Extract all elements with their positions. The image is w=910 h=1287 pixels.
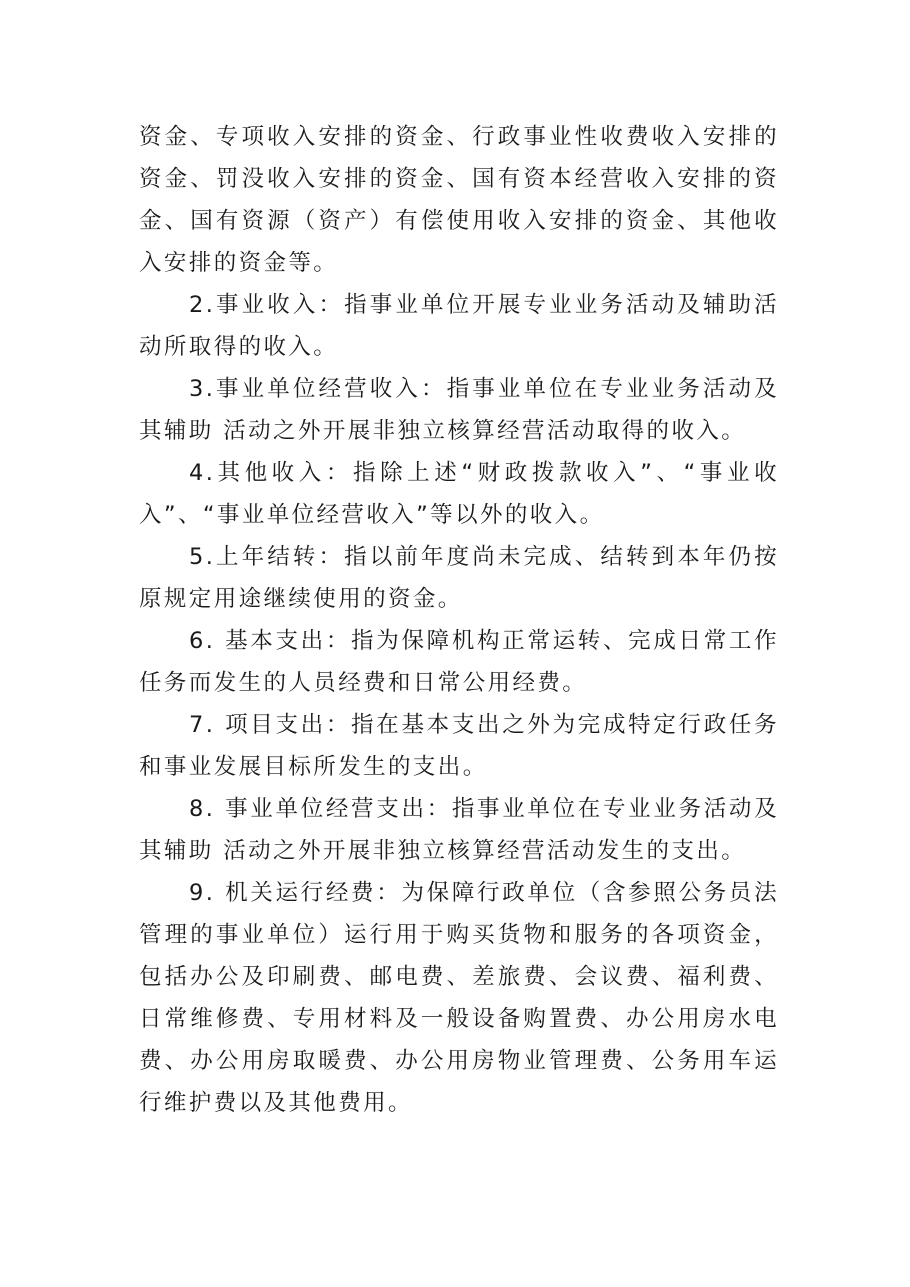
paragraph-other-income: 4.其他收入：指除上述“财政拨款收入”、“事业收入”、“事业单位经营收入”等以外的收入。 [139, 460, 779, 528]
paragraph-project-expenditure: 7. 项目支出：指在基本支出之外为完成特定行政任务和事业发展目标所发生的支出。 [139, 712, 779, 780]
paragraph-operating-expenditure: 8. 事业单位经营支出：指事业单位在专业业务活动及其辅助 活动之外开展非独立核算经营活动发生的支出。 [139, 796, 779, 864]
paragraph-prior-year-carryover: 5.上年结转：指以前年度尚未完成、结转到本年仍按原规定用途继续使用的资金。 [139, 544, 779, 612]
paragraph-basic-expenditure: 6. 基本支出：指为保障机构正常运转、完成日常工作任务而发生的人员经费和日常公用经费。 [139, 628, 779, 696]
paragraph-funding-sources: 资金、专项收入安排的资金、行政事业性收费收入安排的资金、罚没收入安排的资金、国有资本经营收入安排的资金、国有资源（资产）有偿使用收入安排的资金、其他收入安排的资金等。 [139, 124, 779, 276]
paragraph-business-income: 2.事业收入：指事业单位开展专业业务活动及辅助活动所取得的收入。 [139, 292, 779, 360]
paragraph-operating-income: 3.事业单位经营收入：指事业单位在专业业务活动及其辅助 活动之外开展非独立核算经营活动取得的收入。 [139, 376, 779, 444]
document-body [139, 116, 779, 1124]
paragraph-agency-operating-costs: 9. 机关运行经费：为保障行政单位（含参照公务员法管理的事业单位）运行用于购买货物和服务的各项资金，包括办公及印刷费、邮电费、差旅费、会议费、福利费、日常维修费、专用材料及一般设备购置费、办公用房水电费、办公用房取暖费、办公用房物业管理费、公务用车运行维护费以及其他费用。 [139, 880, 779, 1116]
